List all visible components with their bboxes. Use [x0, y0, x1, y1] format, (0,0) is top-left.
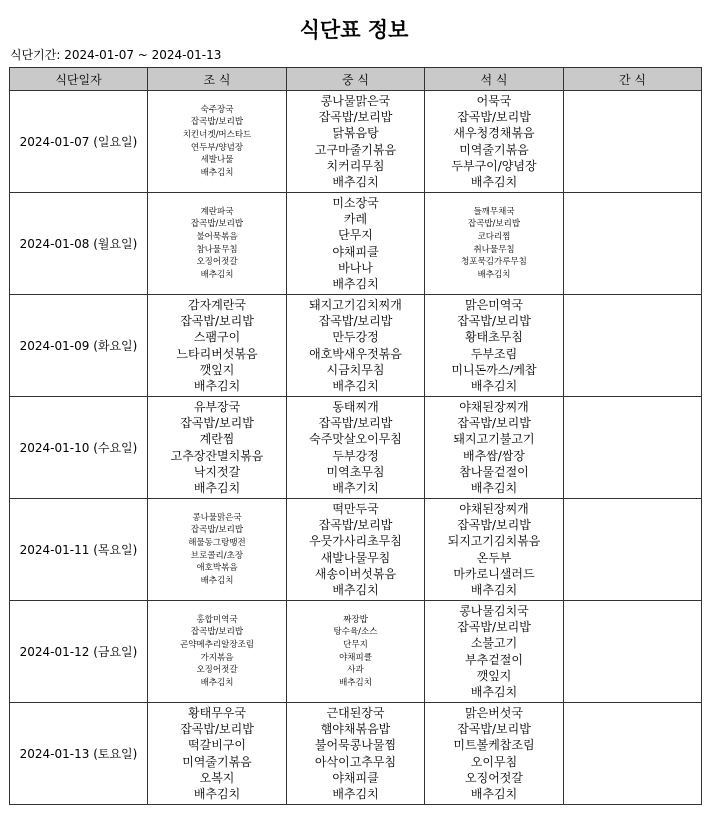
snack-menu-cell: [564, 601, 702, 703]
menu-item: 잡곡밥/보리밥: [190, 525, 244, 536]
lunch-menu-cell: [287, 193, 425, 295]
menu-item: 배추김치: [477, 269, 511, 280]
menu-item: 배추김치: [332, 378, 379, 393]
menu-item: 배추김치: [332, 582, 379, 597]
menu-item: 배추김치: [200, 575, 234, 586]
table-row: [10, 601, 702, 703]
table-row: [10, 499, 702, 601]
menu-item: 미역줄기볶음: [182, 754, 252, 769]
menu-item: 잡곡밥/보리밥: [457, 416, 531, 431]
menu-item: 마카로니샐러드: [453, 566, 535, 581]
menu-item: 배추김치: [470, 480, 518, 495]
menu-item: 잡곡밥/보리밥: [190, 117, 244, 128]
menu-item: 짜장밥: [343, 614, 368, 625]
dinner-menu-cell: [425, 295, 564, 397]
menu-item: 곤약메추리알장조림: [180, 639, 254, 650]
menu-item: 바나나: [338, 260, 373, 275]
menu-item: 느타리버섯볶음: [176, 346, 258, 361]
menu-item: 코다리찜: [477, 231, 511, 242]
menu-item: 배추기치: [332, 480, 379, 495]
table-row: [10, 397, 702, 499]
menu-item: 미역줄기볶음: [459, 142, 529, 157]
menu-item: 돼지고기김치찌개: [309, 297, 402, 312]
menu-item: 들깨무채국: [473, 206, 515, 217]
header-dinner: 석 식: [425, 68, 564, 91]
menu-item: 야채피클: [339, 652, 372, 663]
menu-item: 배추김치: [470, 684, 518, 699]
menu-item: 아삭이고추무침: [314, 754, 397, 769]
menu-item: 취나물무침: [473, 244, 515, 255]
header-lunch: 중 식: [287, 68, 425, 91]
menu-item: 오징어젓갈: [465, 770, 523, 785]
menu-item: 콩나물김치국: [459, 603, 529, 618]
menu-item: 배추김치: [193, 786, 241, 801]
menu-item: 계란찜: [199, 432, 235, 447]
dinner-menu-cell: [425, 499, 564, 601]
menu-item: 숙주장국: [200, 104, 234, 115]
meal-date: 2024-01-12 (금요일): [10, 601, 148, 703]
menu-item: 배추김치: [332, 276, 379, 291]
menu-item: 잡곡밥/보리밥: [457, 722, 531, 737]
breakfast-menu-cell: [148, 703, 287, 805]
meal-date: 2024-01-10 (수요일): [10, 397, 148, 499]
table-row: [10, 295, 702, 397]
menu-item: 떡갈비구이: [188, 738, 246, 753]
menu-item: 새송이버섯볶음: [314, 566, 397, 581]
menu-item: 야채피클: [332, 770, 379, 785]
menu-item: 계란파국: [200, 206, 234, 217]
menu-item: 야채된장찌개: [459, 501, 529, 516]
table-row: [10, 193, 702, 295]
menu-item: 배추김치: [200, 167, 234, 178]
menu-item: 감자계란국: [188, 297, 246, 312]
menu-item: 치킨너겟/머스타드: [182, 129, 252, 140]
menu-item: 배추김치: [339, 677, 372, 688]
menu-item: 미트볼케찹조림: [453, 738, 535, 753]
menu-item: 치커리무침: [326, 158, 385, 173]
menu-item: 배추김치: [470, 174, 518, 189]
menu-item: 잡곡밥/보리밥: [457, 518, 531, 533]
header-breakfast: 조 식: [148, 68, 287, 91]
menu-item: 사과: [347, 665, 364, 676]
menu-item: 잡곡밥/보리밥: [457, 314, 531, 329]
menu-item: 배추김치: [470, 378, 518, 393]
menu-item: 참나물겉절이: [459, 464, 529, 479]
meal-table-body: [10, 91, 702, 805]
menu-item: 잡곡밥/보리밥: [318, 416, 393, 431]
menu-item: 불어묵콩나물찜: [314, 738, 397, 753]
menu-item: 해물동그랑땡전: [188, 537, 246, 548]
breakfast-menu-cell: [148, 397, 287, 499]
menu-item: 낙지젓갈: [193, 464, 241, 479]
meal-date: 2024-01-07 (일요일): [10, 91, 148, 193]
header-row: [10, 68, 702, 91]
menu-item: 소불고기: [470, 636, 518, 651]
snack-menu-cell: [564, 703, 702, 805]
menu-item: 시금치무침: [326, 362, 385, 377]
menu-item: 두부강정: [332, 448, 379, 463]
menu-item: 유부장국: [193, 399, 241, 414]
menu-item: 잡곡밥/보리밥: [318, 518, 393, 533]
menu-item: 돼지고기불고기: [453, 432, 535, 447]
menu-item: 오징어젓갈: [196, 665, 238, 676]
menu-item: 오징어젓갈: [196, 257, 238, 268]
meal-date: 2024-01-11 (목요일): [10, 499, 148, 601]
menu-item: 배추김치: [200, 677, 234, 688]
snack-menu-cell: [564, 91, 702, 193]
table-row: [10, 91, 702, 193]
menu-item: 우뭇가사리초무침: [309, 534, 402, 549]
menu-item: 어묵국: [476, 93, 512, 108]
breakfast-menu-cell: [148, 193, 287, 295]
snack-menu-cell: [564, 295, 702, 397]
menu-item: 새발나물무침: [320, 550, 391, 565]
menu-item: 닭볶음탕: [332, 126, 379, 141]
menu-item: 고구마줄기볶음: [314, 142, 397, 157]
menu-item: 세발나물: [200, 155, 234, 166]
meal-period: 식단기간: 2024-01-07 ~ 2024-01-13: [10, 48, 222, 62]
lunch-menu-cell: [287, 397, 425, 499]
header-snack: 간 식: [564, 68, 702, 91]
menu-item: 두부조림: [470, 346, 518, 361]
menu-item: 가지볶음: [200, 652, 234, 663]
menu-item: 카레: [343, 212, 368, 227]
menu-item: 배추김치: [332, 174, 379, 189]
menu-item: 잡곡밥/보리밥: [457, 620, 531, 635]
menu-item: 홍합미역국: [196, 614, 238, 625]
menu-item: 애호박볶음: [196, 563, 238, 574]
meal-date: 2024-01-09 (화요일): [10, 295, 148, 397]
menu-item: 잡곡밥/보리밥: [190, 627, 244, 638]
table-row: [10, 703, 702, 805]
menu-item: 청포묵김가루무침: [461, 257, 527, 268]
menu-item: 잡곡밥/보리밥: [190, 219, 244, 230]
menu-item: 배추쌈/쌈장: [462, 448, 525, 463]
lunch-menu-cell: [287, 703, 425, 805]
menu-item: 콩나물맑은국: [192, 512, 242, 523]
menu-item: 떡만두국: [332, 501, 379, 516]
breakfast-menu-cell: [148, 601, 287, 703]
menu-item: 만두강정: [332, 330, 379, 345]
menu-item: 오이무침: [470, 754, 518, 769]
breakfast-menu-cell: [148, 499, 287, 601]
menu-item: 배추김치: [332, 786, 379, 801]
lunch-menu-cell: [287, 499, 425, 601]
menu-item: 콩나물맑은국: [320, 93, 391, 108]
page-title: 식단표 정보: [299, 18, 409, 42]
menu-item: 숙주맛살오이무침: [309, 432, 402, 447]
menu-item: 연두부/양념장: [190, 142, 244, 153]
lunch-menu-cell: [287, 601, 425, 703]
menu-item: 단무지: [343, 639, 368, 650]
menu-item: 고추장잔멸치볶음: [170, 448, 264, 463]
menu-item: 스팸구이: [193, 330, 241, 345]
lunch-menu-cell: [287, 91, 425, 193]
menu-item: 배추김치: [470, 786, 518, 801]
menu-item: 배추김치: [193, 480, 241, 495]
menu-item: 오복지: [199, 770, 235, 785]
menu-item: 미역초무침: [326, 464, 385, 479]
breakfast-menu-cell: [148, 295, 287, 397]
menu-item: 참나물무침: [196, 244, 238, 255]
menu-item: 깻잎지: [199, 362, 235, 377]
snack-menu-cell: [564, 193, 702, 295]
menu-item: 깻잎지: [476, 668, 512, 683]
menu-item: 부추겉절이: [465, 652, 523, 667]
menu-item: 맑은버섯국: [465, 705, 523, 720]
menu-item: 탕수육/소스: [333, 627, 378, 638]
menu-item: 잡곡밥/보리밥: [180, 722, 254, 737]
meal-date: 2024-01-08 (월요일): [10, 193, 148, 295]
menu-item: 불어묵볶음: [196, 231, 238, 242]
snack-menu-cell: [564, 499, 702, 601]
menu-item: 되지고기김치볶음: [447, 534, 541, 549]
dinner-menu-cell: [425, 601, 564, 703]
menu-item: 미니돈까스/케찹: [451, 362, 537, 377]
menu-item: 야채피클: [332, 244, 379, 259]
menu-item: 햄야채볶음밥: [320, 722, 391, 737]
menu-item: 잡곡밥/보리밥: [180, 416, 254, 431]
menu-item: 근대된장국: [326, 705, 385, 720]
menu-item: 미소장국: [332, 195, 379, 210]
menu-item: 맑은미역국: [465, 297, 523, 312]
lunch-menu-cell: [287, 295, 425, 397]
menu-item: 배추김치: [200, 269, 234, 280]
menu-item: 황태초무침: [465, 330, 523, 345]
menu-item: 황태무우국: [188, 705, 246, 720]
menu-item: 잡곡밥/보리밥: [180, 314, 254, 329]
dinner-menu-cell: [425, 193, 564, 295]
breakfast-menu-cell: [148, 91, 287, 193]
menu-item: 새우청경채볶음: [453, 126, 535, 141]
menu-item: 잡곡밥/보리밥: [467, 219, 521, 230]
menu-item: 동태찌개: [332, 399, 379, 414]
menu-item: 잡곡밥/보리밥: [318, 314, 393, 329]
menu-item: 온두부: [476, 550, 512, 565]
meal-table: [9, 67, 702, 805]
menu-item: 브로콜리/초장: [190, 550, 244, 561]
dinner-menu-cell: [425, 91, 564, 193]
header-date: 식단일자: [10, 68, 148, 91]
menu-item: 단무지: [338, 228, 373, 243]
menu-item: 잡곡밥/보리밥: [457, 110, 531, 125]
snack-menu-cell: [564, 397, 702, 499]
menu-item: 애호박새우젓볶음: [309, 346, 402, 361]
menu-item: 배추김치: [470, 582, 518, 597]
meal-date: 2024-01-13 (토요일): [10, 703, 148, 805]
menu-item: 야채된장찌개: [459, 399, 529, 414]
menu-item: 배추김치: [193, 378, 241, 393]
menu-item: 잡곡밥/보리밥: [318, 110, 393, 125]
dinner-menu-cell: [425, 397, 564, 499]
dinner-menu-cell: [425, 703, 564, 805]
menu-item: 두부구이/양념장: [451, 158, 537, 173]
